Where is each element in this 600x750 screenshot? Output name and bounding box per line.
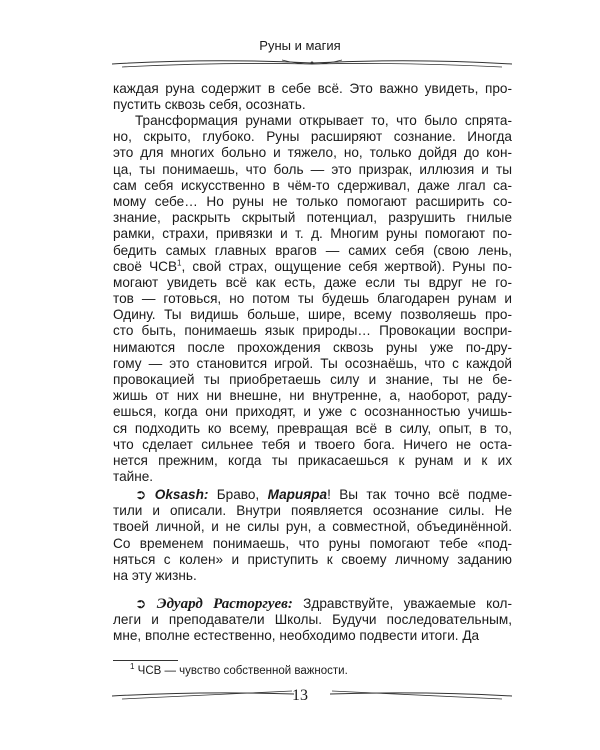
paragraph — [113, 113, 512, 485]
text-line: тили и описали. Внутри появляется осознание силы. Не — [113, 503, 512, 519]
text-line: мне, вполне естественно, необходимо подвести итоги. Да — [113, 628, 480, 644]
text-line: Со временем понимаешь, что руны помогают тебе «под- — [113, 535, 512, 551]
text-line: ца, ты понимаешь, что боль — это призрак, иллюзия и ты — [113, 161, 512, 177]
speaker-name: Эдуард Расторгуев: — [156, 596, 293, 612]
text-line: нется прежним, когда ты прикасаешься к рунам и к их — [113, 452, 512, 468]
text-line: леги и преподаватели Школы. Будучи последовательным, — [113, 612, 512, 628]
text-line: бедить самых главных врагов — самих себя (свою лень, — [113, 242, 512, 258]
text-line: но, скрыто, глубоко. Руны расширяют сознание. Иногда — [113, 129, 512, 145]
text-segment: ➲ — [135, 487, 155, 502]
footnote — [130, 662, 348, 677]
text-segment: Здравствуйте, уважаемые кол- — [292, 596, 513, 611]
text-line: твоей личной, и не силы рун, а совместной, объединённой. — [113, 519, 512, 535]
text-line: мому себе… Но руны не только помогают расширить со- — [113, 193, 512, 209]
text-line: провокацией ты приобретаешь силу и знание, ты не бе- — [113, 372, 512, 387]
text-line: что сделает сильнее тебя и твоего бога. Ничего не оста- — [113, 436, 512, 452]
text-segment: ➲ — [135, 596, 157, 611]
footnote-ref: 1 — [177, 258, 182, 268]
text-line: гому — это становится игрой. Ты осознаёшь, что с каждой — [113, 355, 512, 371]
text-line: сам себя искусственно в чём-то сдерживал, даже лгал са- — [113, 177, 512, 193]
text-line: тов — готовься, но потом ты будешь благодарен рунам и — [113, 291, 512, 307]
text-line — [113, 487, 512, 503]
text-line: тайне. — [113, 469, 154, 485]
footnote-text: ЧСВ — чувство собственной важности. — [137, 665, 348, 677]
text-line: ешься, когда они приходят, и уже с осознанностью учишь- — [113, 404, 512, 420]
text-line: сто быть, понимаешь язык природы… Провокации воспри- — [113, 323, 512, 339]
text-line: нимаются после прохождения сквозь руны уже по-дру- — [113, 339, 512, 355]
page-number: 13 — [292, 687, 308, 704]
text-line: на эту жизнь. — [113, 567, 197, 583]
text-line — [113, 596, 512, 612]
speaker-name: Oksash: — [154, 487, 209, 502]
text-line: жишь от них ни внешне, ни внутренне, а, наоборот, раду- — [113, 388, 512, 404]
text-segment: ! Вы так точно всё подме- — [327, 487, 512, 502]
running-header: Руны и магия — [259, 38, 341, 53]
footnote-mark: 1 — [130, 662, 135, 672]
header-ornament — [112, 56, 512, 70]
speaker-name: Марияра — [267, 487, 328, 502]
text-segment: , свой страх, ощущение себя жертвой). Руны по- — [181, 258, 512, 274]
text-line: знание, раскрыть скрытый потенциал, разрушить гнилые — [113, 210, 512, 226]
text-segment: Браво, — [208, 487, 268, 502]
text-line: Трансформация рунами открывает то, что было спрята- — [135, 113, 512, 128]
comment-eduard — [113, 596, 512, 645]
text-line: няться с колен» и приступить к своему личному заданию — [113, 551, 512, 567]
comment-oksash — [113, 487, 512, 584]
text-segment: своё ЧСВ — [113, 258, 178, 274]
text-line: это для многих больно и тяжело, но, только дойдя до кон- — [113, 145, 512, 161]
text-line: рамки, страхи, привязки и т. д. Многим руны помогают по- — [113, 226, 512, 242]
text-line: Одину. Ты видишь больше, шире, всему позволяешь про- — [113, 307, 512, 323]
paragraph — [113, 81, 512, 113]
text-line: пустить сквозь себя, осознать. — [113, 97, 306, 113]
text-line: каждая руна содержит в себе всё. Это важно увидеть, про- — [113, 81, 512, 96]
footnote-rule — [113, 660, 178, 661]
text-line: ся подходить ко всему, превращая всё в силу, опыт, в то, — [113, 420, 512, 436]
text-line: могают увидеть всё как есть, даже если ты вдруг не го- — [113, 274, 512, 290]
text-line — [113, 259, 512, 275]
